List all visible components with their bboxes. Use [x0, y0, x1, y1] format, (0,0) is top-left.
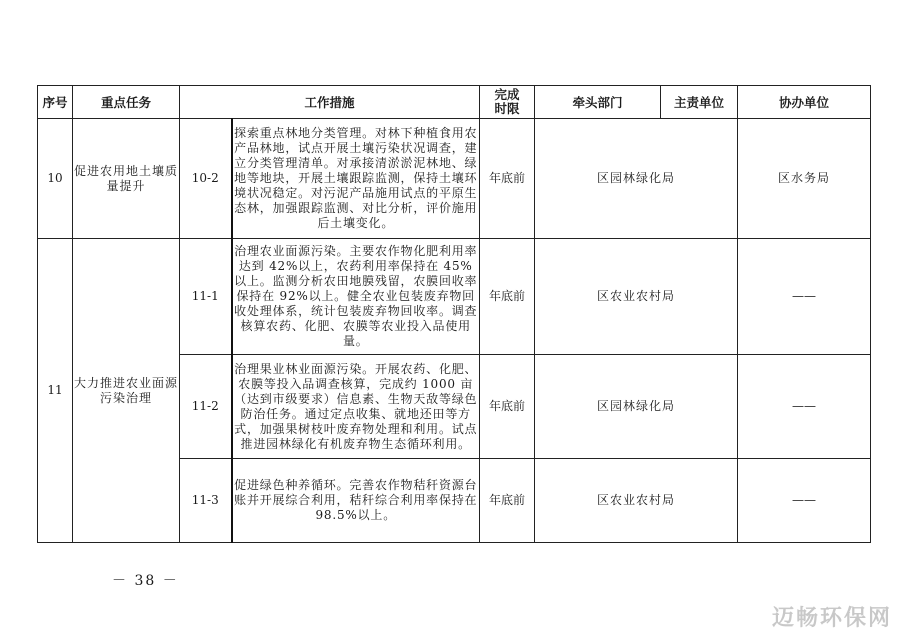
code-cell: 10-2: [180, 119, 232, 239]
department-cell: 区园林绿化局: [535, 355, 738, 459]
deadline-cell: 年底前: [480, 239, 535, 355]
table-row: [38, 239, 871, 355]
header-deadline: [480, 86, 535, 119]
header-assist: 协办单位: [738, 86, 871, 119]
task-cell: 促进农用地土壤质量提升: [73, 119, 180, 239]
assist-cell: ——: [738, 459, 871, 543]
assist-cell: ——: [738, 239, 871, 355]
code-cell: 11-3: [180, 459, 232, 543]
code-cell: 11-1: [180, 239, 232, 355]
page-number: － 38 －: [112, 573, 179, 589]
header-task: 重点任务: [73, 86, 180, 119]
measure-cell: 促进绿色种养循环。完善农作物秸秆资源台账并开展综合利用，秸秆综合利用率保持在 98.5%以上。: [232, 459, 480, 543]
code-cell: 11-2: [180, 355, 232, 459]
watermark-text: 迈畅环保网: [771, 606, 892, 631]
department-cell: 区农业农村局: [535, 459, 738, 543]
seq-cell: 11: [38, 239, 73, 543]
header-deadline-line2: 时限: [494, 101, 520, 116]
measure-cell: 治理农业面源污染。主要农作物化肥利用率达到 42%以上，农药利用率保持在 45%以上。监测分析农田地膜残留，农膜回收率保持在 92%以上。健全农业包装废弃物回收处理体系，统计包装废弃物回收率。调查核算农药、化肥、农膜等农业投入品使用量。: [232, 239, 480, 355]
deadline-cell: 年底前: [480, 355, 535, 459]
deadline-cell: 年底前: [480, 119, 535, 239]
task-table: [37, 85, 871, 543]
header-main: 主责单位: [661, 86, 738, 119]
table-header-row: [38, 86, 871, 119]
header-lead: 牵头部门: [535, 86, 661, 119]
measure-cell: 探索重点林地分类管理。对林下种植食用农产品林地，试点开展土壤污染状况调查，建立分类管理清单。对承接清淤淤泥林地、绿地等地块，开展土壤跟踪监测，保持土壤环境状况稳定。对污泥产品施用试点的平原生态林，加强跟踪监测、对比分析，评价施用后土壤变化。: [232, 119, 480, 239]
assist-cell: 区水务局: [738, 119, 871, 239]
table-row: [38, 119, 871, 239]
task-cell: 大力推进农业面源污染治理: [73, 239, 180, 543]
seq-cell: 10: [38, 119, 73, 239]
deadline-cell: 年底前: [480, 459, 535, 543]
header-measure: 工作措施: [180, 86, 480, 119]
department-cell: 区园林绿化局: [535, 119, 738, 239]
measure-cell: 治理果业林业面源污染。开展农药、化肥、农膜等投入品调查核算，完成约 1000 亩（达到市级要求）信息素、生物天敌等绿色防治任务。通过定点收集、就地还田等方式，加强果树枝叶废弃物处理和利用。试点推进园林绿化有机废弃物生态循环利用。: [232, 355, 480, 459]
header-deadline-line1: 完成: [494, 87, 520, 102]
department-cell: 区农业农村局: [535, 239, 738, 355]
assist-cell: ——: [738, 355, 871, 459]
header-seq: 序号: [38, 86, 73, 119]
